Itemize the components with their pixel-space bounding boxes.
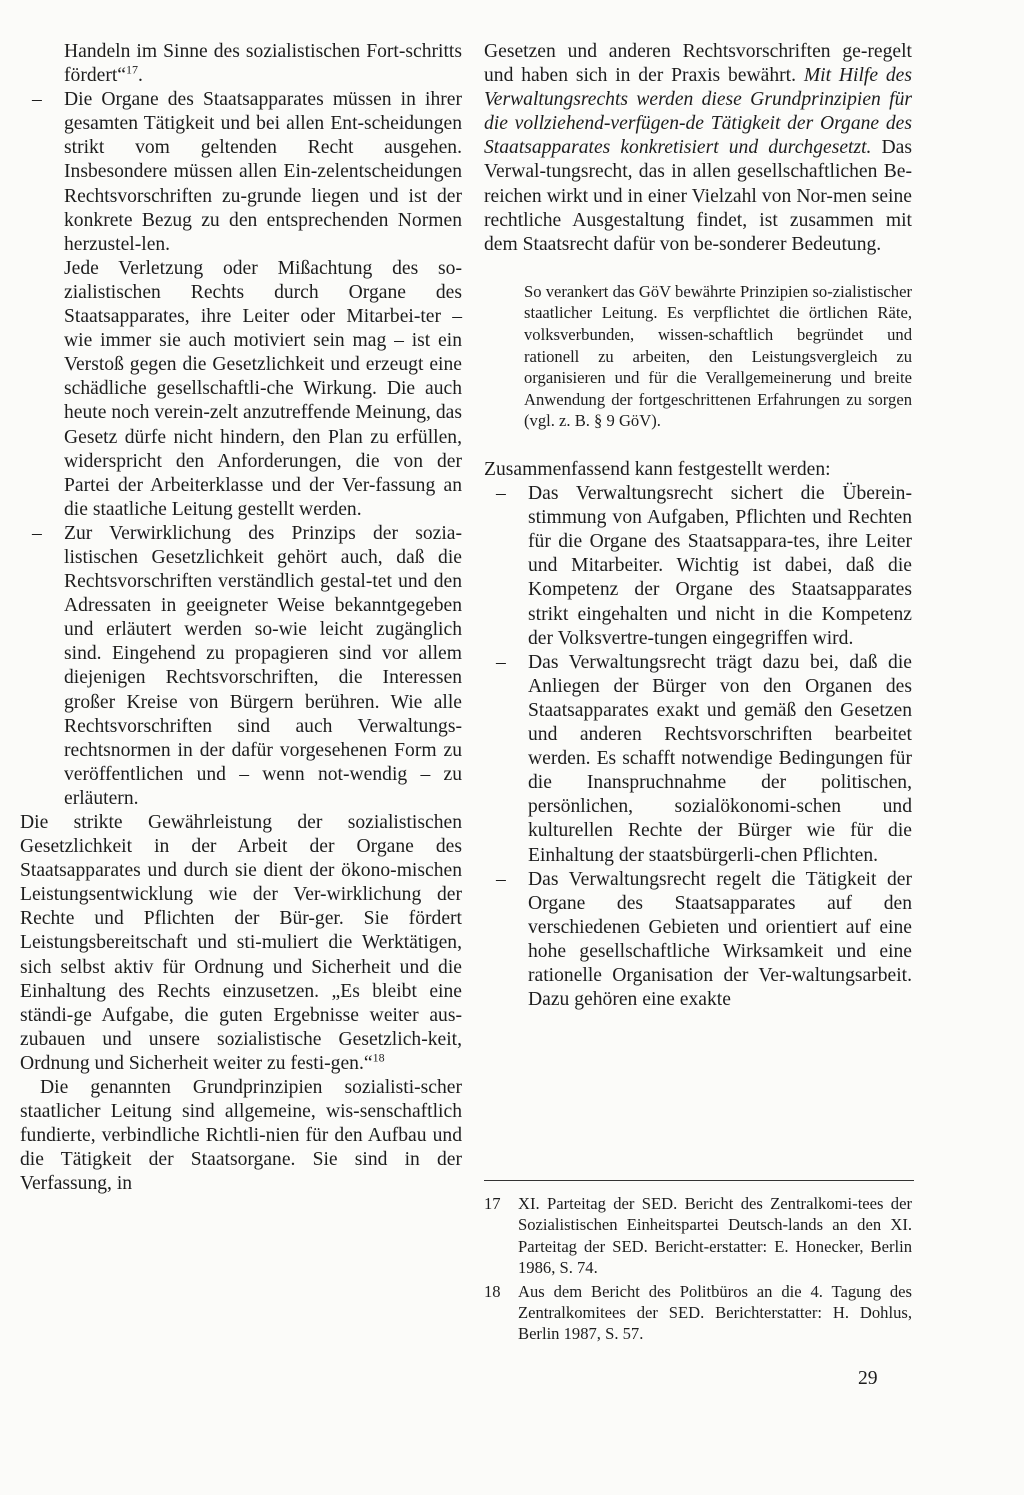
dash-marker: –: [496, 651, 506, 673]
paragraph-guarantee: Die strikte Gewährleistung der sozialistischen Gesetzlichkeit in der Arbeit der Organe des Staatsapparates und durch sie dient der ökono-mischen Leistungsentwicklung wie der Ver-wirklichung der Rechte und Pflichten der Bür-ger. Sie fördert Leistungsbereitschaft und sti-muliert die Werktätigen, sich selbst aktiv für Ordnung und Sicherheit und die Einhaltung des Rechts einzusetzen. „Es bleibt eine ständi-ge Aufgabe, die guten Ergebnisse weiter aus-zubauen und unsere sozialistische Gesetzlich-keit, Ordnung und Sicherheit weiter zu festi-gen.“$^{18}$: [20, 812, 462, 1074]
small-print-paragraph: So verankert das GöV bewährte Prinzipien so-zialistischer staatlicher Leitung. Es verpflichtet die örtlichen Räte, volksverbunden, wissen-schaftlich begründet und rationell zu arbeiten, den Leistungsvergleich zu organisieren und für die Verallgemeinerung und breite Anwendung der fortgeschrittenen Erfahrungen zu sorgen (vgl. z. B. § 9 GöV).: [524, 281, 912, 431]
paragraph-principles: Die genannten Grundprinzipien sozialisti-scher staatlicher Leitung sind allgemeine, wis-senschaftlich fundierte, verbindliche Richtli-nien für den Aufbau und die Tätigkeit der Staatsorgane. Sie sind in der Verfassung, in: [20, 1077, 462, 1195]
dash-marker: –: [496, 483, 506, 505]
summary-intro: Zusammenfassend kann festgestellt werden:: [484, 459, 831, 480]
dash-marker: –: [32, 89, 42, 111]
footnote-ref-17: 17: [126, 62, 139, 77]
footnote-17: [484, 1193, 912, 1279]
intro-continuation: Handeln im Sinne des sozialistischen Fort-schritts fördert“$^{17}$.: [64, 41, 462, 87]
dash-marker: –: [32, 522, 42, 544]
summary-item-1: – Das Verwaltungsrecht sichert die Überein-stimmung von Aufgaben, Pflichten und Rechten für die Organe des Staatsappara-tes, ihre Leiter und Mitarbeiter. Wichtig ist dabei, daß die Kompetenz der Organe des Staatsapparates strikt eingehalten und nicht in die Kompetenz der Volksvertre-tungen eingegriffen wird.: [496, 483, 912, 649]
footnote-text: Aus dem Bericht des Politbüros an die 4. Tagung des Zentralkomitees der SED. Berichterstatter: H. Dohlus, Berlin 1987, S. 57.: [518, 1281, 912, 1344]
footnote-number: 17: [484, 1194, 501, 1213]
dash-marker: –: [496, 868, 506, 890]
footnote-number: 18: [484, 1281, 501, 1301]
footnote-rule: [484, 1180, 914, 1181]
footnote-ref-18: 18: [372, 1050, 385, 1065]
footnotes: [484, 1180, 912, 1347]
bullet-item-strict-law: – Die Organe des Staatsapparates müssen in ihrer gesamten Tätigkeit und bei allen Ent-scheidungen strikt vom geltenden Recht ausgehen. Insbesondere müssen allen Ein-zelentscheidungen Rechtsvorschriften zu-grunde liegen und ist der konkrete Bezug zu den entsprechenden Normen herzustel-len.: [32, 89, 462, 255]
right-column: [484, 40, 912, 1012]
bullet-item-legality: – Zur Verwirklichung des Prinzips der sozia-listischen Gesetzlichkeit gehört auch, daß die Rechtsvorschriften verständlich gestal-tet und den Adressaten in geeigneter Weise bekanntgegeben und erläutert werden so-wie leicht zugänglich sind. Eingehend zu propagieren sind vor allem diejenigen Rechtsvorschriften, die Interessen großer Kreise von Bürgern berühren. Wie alle Rechtsvorschriften sind auch Verwaltungs-rechtsnormen in der dafür vorgesehenen Form zu veröffentlichen und – wenn not-wendig – zu erläutern.: [32, 522, 462, 809]
footnote-text: XI. Parteitag der SED. Bericht des Zentralkomi-tees der Sozialistischen Einheitspartei Deutsch-lands an den XI. Parteitag der SED. Bericht-erstatter: E. Honecker, Berlin 1986, S. 74.: [518, 1194, 912, 1278]
paragraph-administrative-law: Gesetzen und anderen Rechtsvorschriften ge-regelt und haben sich in der Praxis bewährt. Mit Hilfe des Verwaltungsrechts werden diese Grundprinzipien für die vollziehend-verfügen-de Tätigkeit der Organe des Staatsapparates konkretisiert und durchgesetzt. Das Verwal-tungsrecht, das in allen gesellschaftlichen Be-reichen wirkt und in einer Vielzahl von Nor-men seine rechtliche Ausgestaltung findet, ist zusammen mit dem Staatsrecht dafür von be-sonderer Bedeutung.: [484, 41, 912, 255]
summary-item-2: – Das Verwaltungsrecht trägt dazu bei, daß die Anliegen der Bürger von den Organen des Staatsapparates exakt und gemäß den Gesetzen und anderen Rechtsvorschriften bearbeitet werden. Es schafft notwendige Bedingungen für die Inanspruchnahme der politischen, persönlichen, sozialökonomi-schen und kulturellen Rechte der Bürger wie für die Einhaltung der staatsbürgerli-chen Pflichten.: [496, 651, 912, 866]
bullet-item-violation-paragraph: Jede Verletzung oder Mißachtung des so-zialistischen Rechts durch Organe des Staatsapparates, ihre Leiter oder Mitarbei-ter – wie immer sie auch motiviert sein mag – ist ein Verstoß gegen die Gesetzlichkeit und erzeugt eine schädliche gesellschaftli-che Wirkung. Die auch heute noch verein-zelt anzutreffende Meinung, das Gesetz dürfe nicht hindern, den Plan zu erfüllen, widerspricht den Anforderungen, die von der Partei der Arbeiterklasse und der Ver-fassung an die staatliche Leitung gestellt werden.: [64, 257, 462, 520]
summary-item-3: – Das Verwaltungsrecht regelt die Tätigkeit der Organe des Staatsapparates auf den verschiedenen Gebieten und orientiert auf eine hohe gesellschaftliche Wirksamkeit und eine rationelle Organisation der Ver-waltungsarbeit. Dazu gehören eine exakte: [496, 868, 912, 1011]
left-column: [20, 40, 462, 1197]
page-number: 29: [858, 1368, 878, 1389]
footnote-18: [484, 1281, 912, 1345]
italic-emphasis: Mit Hilfe des Verwaltungsrechts werden diese Grundprinzipien für die vollziehend-verfügen-de Tätigkeit der Organe des Staatsapparates konkretisiert und durchgesetzt.: [484, 65, 912, 159]
